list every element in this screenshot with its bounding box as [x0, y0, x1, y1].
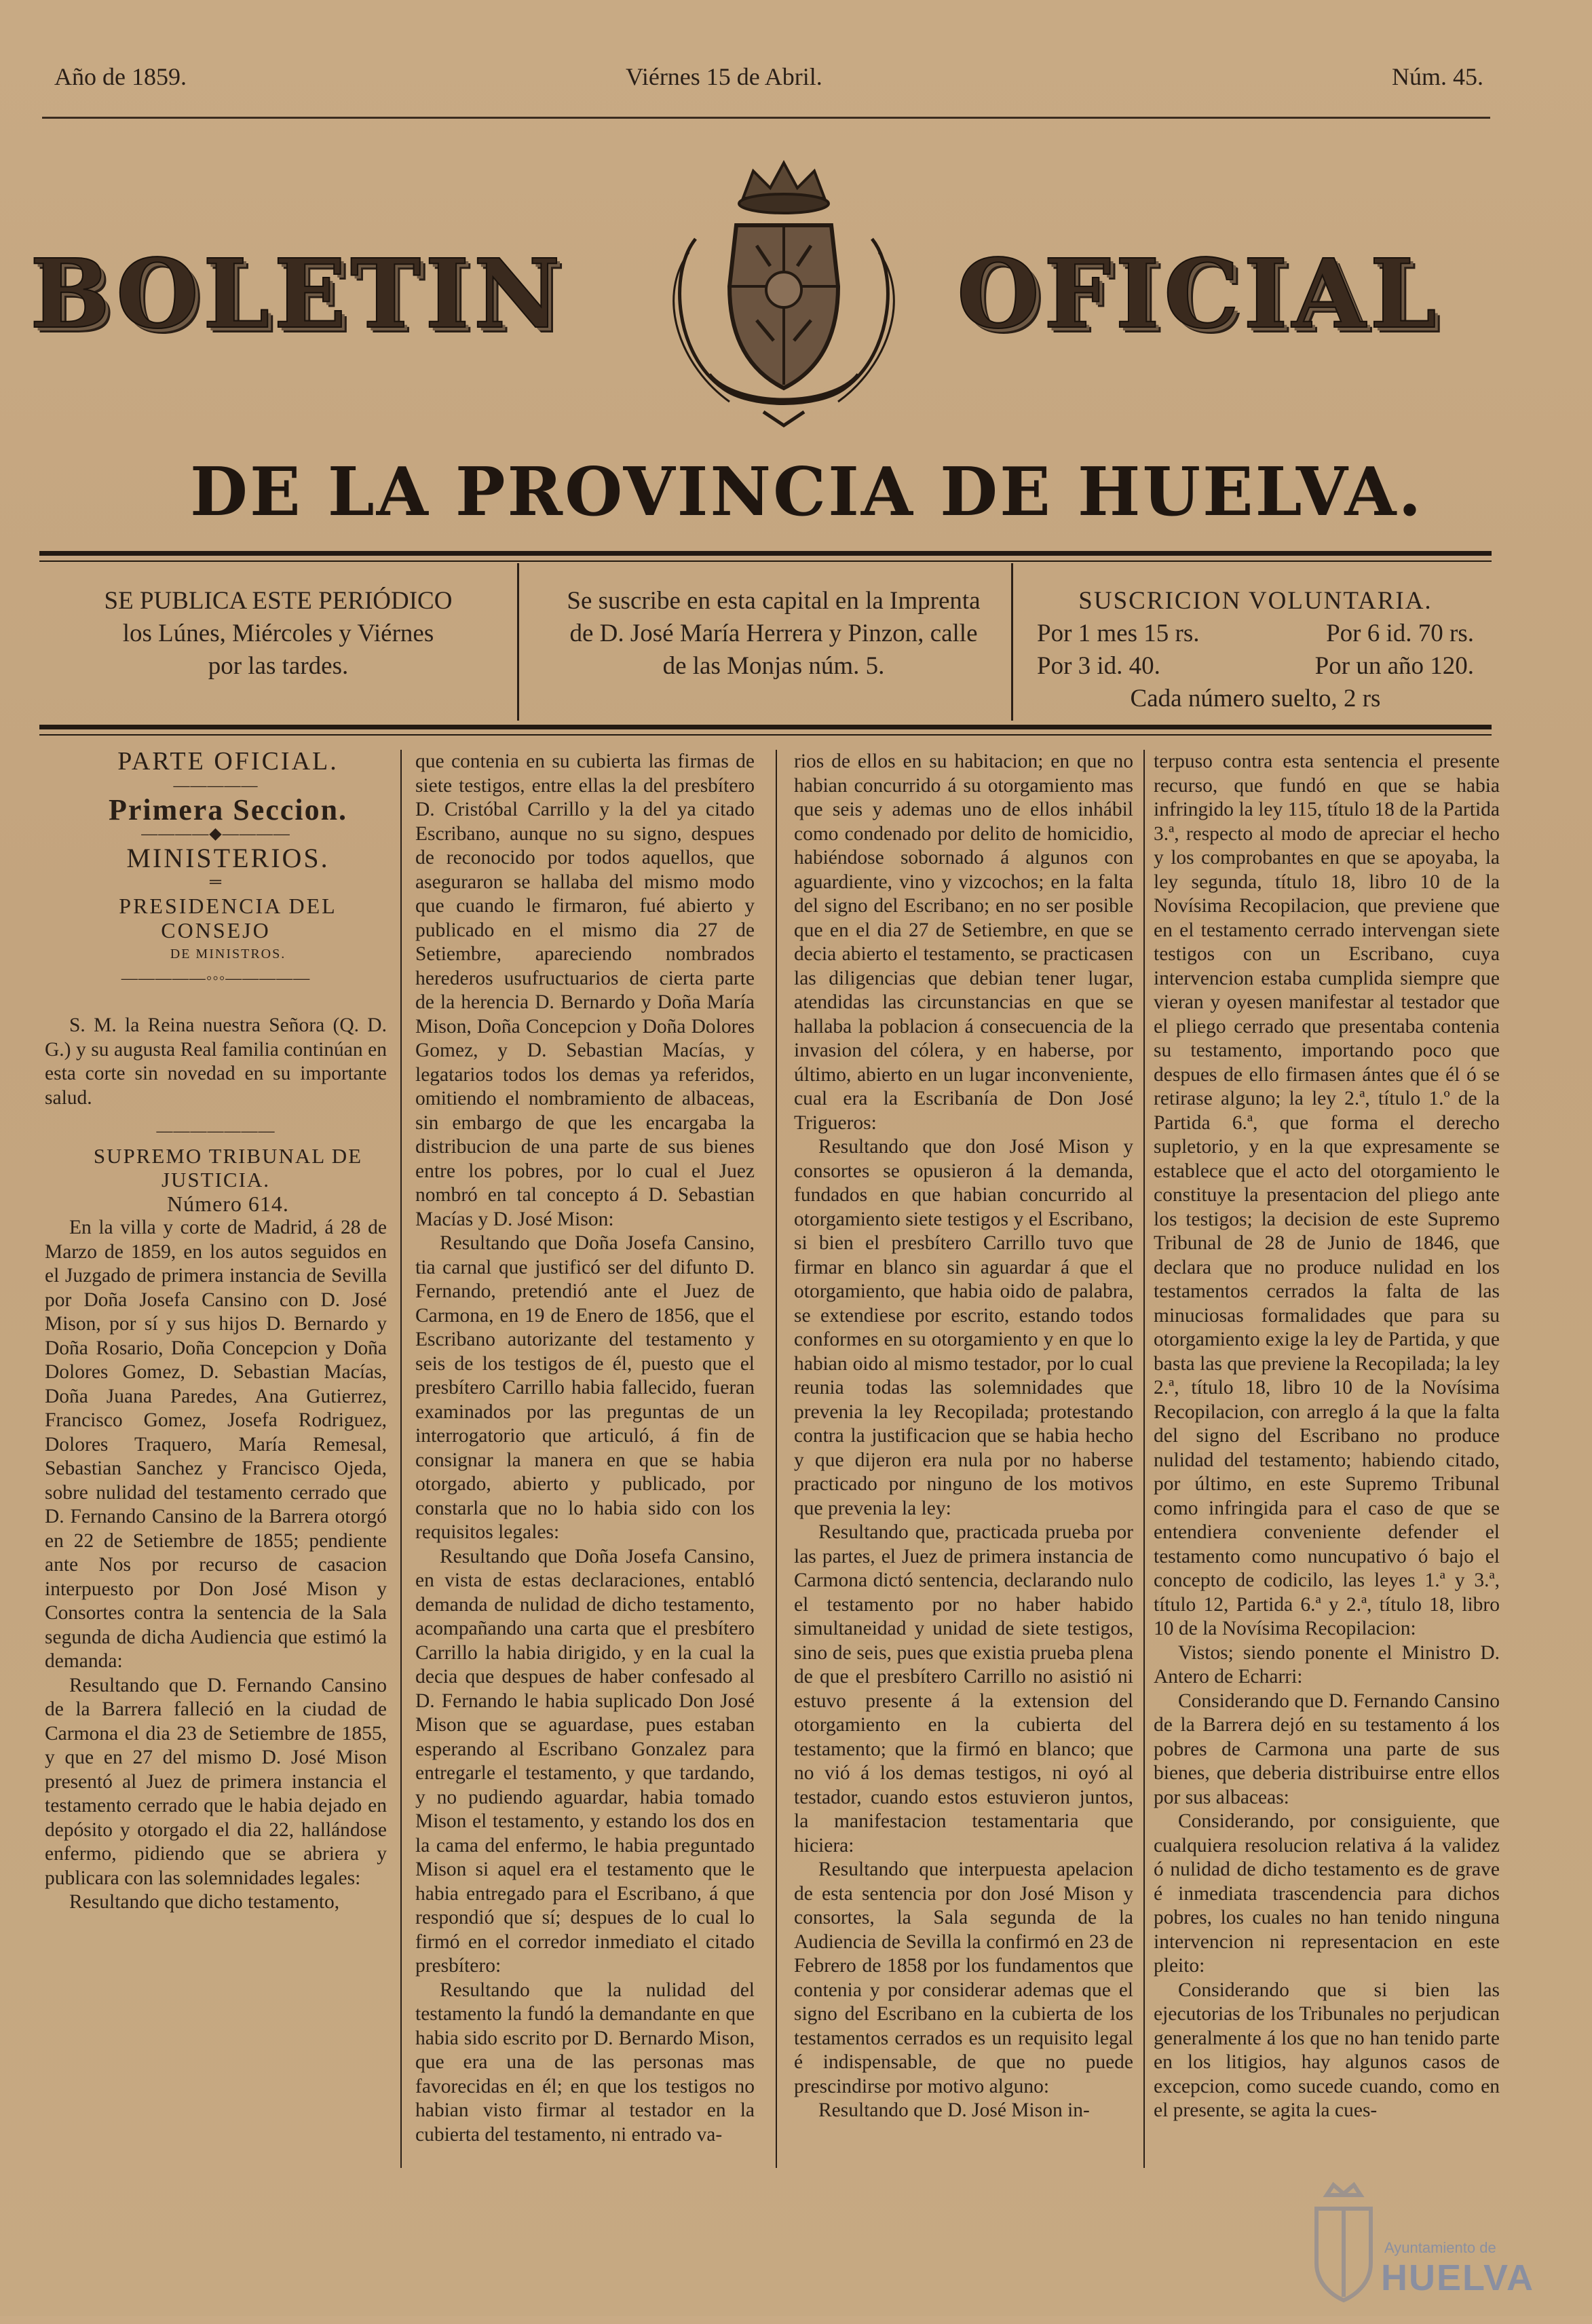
- divider-ornament: —————: [173, 776, 259, 795]
- watermark-line1: Ayuntamiento de: [1384, 2239, 1496, 2256]
- paragraph: Vistos; siendo ponente el Ministro D. Antero de Echarri:: [1154, 1641, 1500, 1688]
- section-primera: Primera Seccion.: [108, 793, 348, 826]
- paragraph: Resultando que D. Fernando Cansino de la Barrera falleció en la ciudad de Carmona el dia 23 de Setiembre de 1855, y que en 27 del mismo D. José Mison presentó al Juez de primera instancia el testamento cerrado que le habia dejado en depósito y otorgado el dia 22, hallándose enfermo, pidiendo que se abriera y publicara con las solemnidades legales:: [45, 1674, 387, 1889]
- price-item: Por 6 id. 70 rs.: [1326, 620, 1474, 647]
- paragraph: Resultando que don José Mison y consortes se opusieron á la demanda, fundados en que habian concurrido al otorgamiento siete testigos y el Escribano, si bien el presbítero Carrillo tuvo que firmar en blanco sin aguardar á que el otorgamiento, que habia oido de palabra, se extendiese por escrito, estando todos conformes en su otorgamiento y en que lo habian oido al mismo testador, por lo cual reunia todas las solemnidades que prevenia la ley Recopilada; protestando contra la justificacion que se habia hecho y que dijeron era nula por no haberse practicado por ninguno de los motivos que prevenia la ley:: [794, 1136, 1133, 1519]
- paragraph: que contenia en su cubierta las firmas de siete testigos, entre ellas la del presbítero D. Cristóbal Carrillo y la del ya citado Escribano, aunque no su signo, despues de reconocido por todos aquellos, que aseguraron se hallaba del mismo modo que cuando le firmaron, fué abierto y publicado en el mismo dia 27 de Setiembre, apareciendo nombrados herederos usufructuarios de cierta parte de la herencia D. Bernardo y Doña María Mison, Doña Concepcion y Doña Dolores Gomez, y D. Sebastian Macías, y legatarios todos los demas ya referidos, omitiendo el nombramiento de albaceas, sin embargo de que les encargaba la distribucion de una parte de sus bienes entre los pobres, por lo cual el Juez nombró en tal concepto á D. Sebastian Macías y D. José Mison:: [415, 750, 755, 1230]
- paragraph: Resultando que Doña Josefa Cansino, en vista de estas declaraciones, entabló demanda de nulidad de dicho testamento, acompañando una carta que el presbítero Carrillo la habia dirigido, y en la cual la decia que despues de haber confesado al D. Fernando le habia suplicado Don José Mison que se aguardase, pues estaban esperando al Escribano Gonzalez para entregarle el testamento, y que tardando, y no pudiendo aguardar, habia tomado Mison el testamento, y estando los dos en la cama del enfermo, le habia preguntado Mison si aquel era el testamento que le habia entregado para el Escribano, á que respondió que sí; despues de lo cual lo firmó en el corredor inmediato el citado presbítero:: [415, 1545, 755, 1977]
- issue-number: Núm. 45.: [1392, 63, 1483, 90]
- watermark-line2: HUELVA: [1381, 2258, 1534, 2298]
- schedule-line: los Lúnes, Miércoles y Viérnes: [122, 620, 434, 647]
- masthead-oficial: OFICIAL: [957, 239, 1441, 350]
- paragraph: Resultando que interpuesta apelacion de esta sentencia por don José Mison y consortes, la Sala segunda de la Audiencia de Sevilla la confirmó en 23 de Febrero de 1858 por los fundamentos que contenia y por considerar ademas que el signo del Escribano en la cubierta de los testamentos cerrados es un requisito legal é indispensable, de que no puede prescindirse por motivo alguno:: [794, 1859, 1133, 2097]
- paragraph: Considerando que si bien las ejecutorias de los Tribunales no perjudican generalmente á los que no han tenido parte en los litigios, hay algunos casos de excepcion, como sucede cuando, como en el presente, se agita la cues-: [1154, 1979, 1500, 2121]
- info-rule-thin: [39, 734, 1492, 736]
- column-1: [45, 750, 387, 2324]
- subscription-heading: SUSCRICION VOLUNTARIA.: [1078, 587, 1433, 615]
- heading-numero: Número 614.: [167, 1191, 289, 1216]
- column-4: [1154, 750, 1500, 2324]
- issue-year: Año de 1859.: [54, 63, 187, 90]
- subscription-line: Se suscribe en esta capital en la Imprenta: [567, 587, 981, 615]
- subscription-line: de las Monjas núm. 5.: [662, 652, 885, 680]
- paragraph: Resultando que Doña Josefa Cansino, tia carnal que justificó ser del difunto D. Fernando, pretendió ante el Juez de Carmona, en 19 de Enero de 1856, que el Escribano autorizante del testamento y seis de los testigos de él, puesto que el presbítero Carrillo habia fallecido, fueran examinados por las preguntas de un interrogatorio que articuló, á fin de consignar la manera en que se habia otorgado, abierto y publicado, por constarla que no lo habia sido con los requisitos legales:: [415, 1232, 755, 1543]
- column-rule: [1143, 750, 1145, 2168]
- column-rule: [400, 750, 402, 2168]
- column-rule: [776, 750, 777, 2168]
- schedule-line: SE PUBLICA ESTE PERIÓDICO: [104, 587, 453, 615]
- paragraph: terpuso contra esta sentencia el presente recurso, que fundó en que se habia infringido la ley 115, título 18 de la Partida 3.ª, respecto al modo de apreciar el hecho y los comprobantes en que se apoyaba, la ley segunda, título 18, libro 10 de la Novísima Recopilacion, que previene que en el testamento cerrado intervengan siete testigos con un Escribano, cuya intervencion estaba cumplida siempre que vieran y oyesen manifestar al testador que el pliego cerrado que presentaba contenia su testamento, importando poco que despues de ello firmasen ántes que él ó se retirase alguno; la ley 2.ª, título 1.º de la Partida 6.ª, que forma el derecho supletorio, y en la que expresamente se establece que el acto del otorgamiento le constituye la presentacion del pliego ante los testigos; la decision de este Supremo Tribunal de 28 de Junio de 1846, que declara que no produce nulidad en los testamentos cerrados la falta de las minuciosas formalidades que para su otorgamiento exige la ley de Partida, y que basta las que previene la Recopilada; la ley 2.ª, título 18, libro 10 de la Novísima Recopilacion, con arreglo á la que la falta del signo del Escribano no produce nulidad del testamento; habiendo citado, por último, en este Supremo Tribunal como infringida para el caso de que se entendiera conveniente defender el testamento como nuncupativo ó bajo el concepto de codicilo, las leyes 1.ª y 3.ª, título 12, Partida 6.ª y 2.ª, título 18, libro 10 de la Novísima Recopilacion:: [1154, 750, 1500, 1639]
- paragraph: Considerando, por consiguiente, que cualquiera resolucion relativa á la validez ó nulidad de dicho testamento es de grave é inmediata trascendencia para dichos pobres, los cuales no han tenido ninguna intervencion ni representacion en este pleito:: [1154, 1810, 1500, 1977]
- info-rule-thick: [39, 725, 1492, 729]
- heading-presidencia-sub: DE MINISTROS.: [170, 947, 286, 961]
- price-item: Por 1 mes 15 rs.: [1037, 620, 1200, 647]
- price-row: [1025, 650, 1486, 683]
- masthead-boletin: BOLETIN: [30, 239, 565, 350]
- paragraph: S. M. la Reina nuestra Señora (Q. D. G.) y su augusta Real familia continúan en esta corte sin novedad en su importante salud.: [45, 1014, 387, 1109]
- paragraph: Resultando que D. José Mison in-: [818, 2099, 1090, 2121]
- paragraph: rios de ellos en su habitacion; en que no habian concurrido á su otorgamiento mas que seis y ademas uno de ellos inhábil como condenado por delito de homicidio, habiéndose sobornado á algunos con aguardiente, vino y vizcochos; en la falta del signo del Escribano; en no ser posible que en el dia 27 de Setiembre, en que se decia abierto el testamento, se practicasen las diligencias que debian tener lugar, atendidas las circunstancias en que se hallaba la poblacion á consecuencia de la invasion del cólera, y en haberse, por último, abierto en un lugar inconveniente, cual era la Escribanía de Don José Trigueros:: [794, 750, 1133, 1134]
- paragraph: Resultando que dicho testamento,: [69, 1891, 340, 1913]
- paragraph: Resultando que la nulidad del testamento la fundó la demandante en que habia sido escrito por D. Bernardo Mison, que era una de las personas mas favorecidas en él; en que los testigos no habian visto firmar al testador en la cubierta del testamento, ni entrado va-: [415, 1979, 755, 2146]
- divider-ornament: ————◆————: [141, 824, 290, 843]
- price-row: [1025, 617, 1486, 650]
- heading-ministerios: MINISTERIOS.: [126, 843, 330, 873]
- issue-date: Viérnes 15 de Abril.: [626, 63, 822, 90]
- paragraph: Resultando que, practicada prueba por las partes, el Juez de primera instancia de Carmona dictó sentencia, declarando nulo el testamento por no haber habido simultaneidad y unidad de siete testigos, sino de seis, pues que existia prueba plena de que el presbítero Carrillo no asistió ni estuvo presente á la extension del otorgamiento en la cubierta del testamento; que la firmó en blanco; que no vió á los demas testigos, ni oyó al testador, cuando estos estuvieron juntos, la manifestacion testamentaria que hiciera:: [794, 1521, 1133, 1856]
- info-divider: [1011, 563, 1013, 721]
- info-divider: [517, 563, 519, 721]
- schedule-line: por las tardes.: [208, 652, 349, 680]
- subscription-place: [529, 585, 1018, 683]
- heading-tribunal: SUPREMO TRIBUNAL DE JUSTICIA.: [93, 1143, 363, 1192]
- column-3: [794, 750, 1133, 2324]
- paragraph: Considerando que D. Fernando Cansino de la Barrera dejó en su testamento á los pobres de Carmona una parte de sus bienes, que deberia distribuirse entre ellos por sus albaceas:: [1154, 1690, 1500, 1808]
- issue-header: [48, 62, 1483, 103]
- price-item: Por un año 120.: [1314, 652, 1474, 680]
- masthead-rule-thin: [39, 560, 1492, 562]
- divider-ornament: ═: [209, 873, 222, 891]
- heading-presidencia: PRESIDENCIA DEL CONSEJO: [119, 894, 337, 942]
- divider-ornament: ———————: [156, 1122, 276, 1140]
- paragraph: En la villa y corte de Madrid, á 28 de Marzo de 1859, en los autos seguidos en el Juzgado de primera instancia de Sevilla por Doña Josefa Cansino con D. José Mison, por sí y sus hijos D. Bernardo y Doña Rosario, Doña Concepcion y Doña Dolores Gomez, D. Sebastian Macías, Doña Juana Paredes, Ana Gutierrez, Francisco Gomez, Josefa Rodriguez, Dolores Traquero, María Remesal, Sebastian Sanchez y Francisco Ojeda, sobre nulidad del testamento cerrado que D. Fernando Cansino de la Barrera otorgó en 22 de Setiembre de 1855; pendiente ante Nos por recurso de casacion interpuesto por Don José Mison y Consortes contra la sentencia de la Sala segunda de dicha Audiencia que estimó la demanda:: [45, 1217, 387, 1672]
- masthead-rule-thick: [39, 551, 1492, 556]
- subscription-prices: [1025, 585, 1486, 715]
- price-item: Por 3 id. 40.: [1037, 652, 1160, 680]
- masthead-subtitle: DE LA PROVINCIA DE HUELVA.: [190, 453, 1424, 531]
- divider-ornament: —————◦◦◦—————: [121, 969, 311, 987]
- subscription-line: de D. José María Herrera y Pinzon, calle: [569, 620, 978, 647]
- section-parte-oficial: PARTE OFICIAL.: [117, 750, 339, 776]
- publication-schedule: [61, 585, 495, 683]
- header-rule: [42, 117, 1490, 119]
- royal-coat-of-arms-icon: [641, 151, 926, 436]
- single-issue-price: Cada número suelto, 2 rs: [1130, 685, 1381, 712]
- column-2: [415, 750, 755, 2324]
